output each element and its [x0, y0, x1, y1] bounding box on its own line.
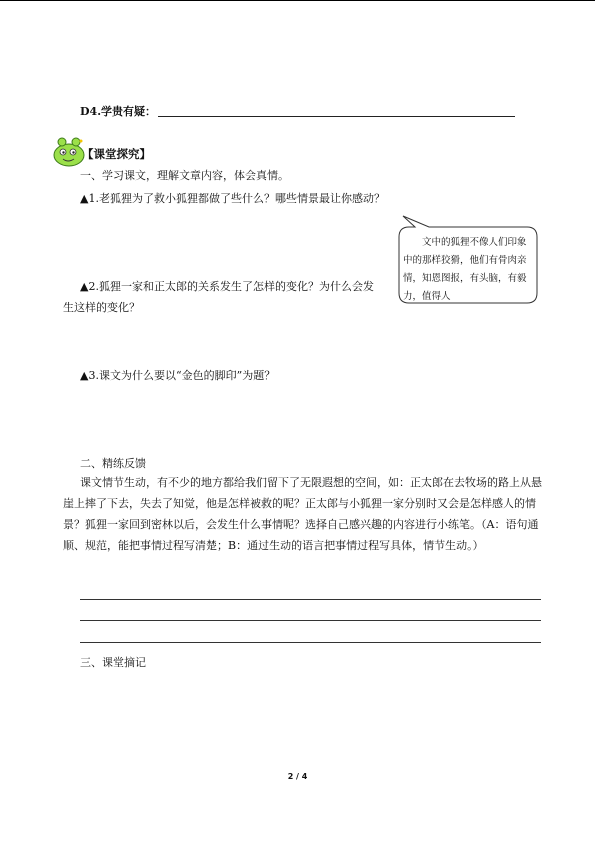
d4-label: D4.学贵有疑： [80, 105, 157, 118]
section-title: 【课堂探究】 [82, 147, 151, 161]
writing-line [80, 642, 541, 643]
top-border [0, 0, 595, 1]
writing-line [80, 620, 541, 621]
question-1: ▲1.老狐狸为了救小狐狸都做了些什么？哪些情景最让你感动？ [80, 192, 385, 205]
d4-line-label [80, 103, 156, 119]
question-2: ▲2.狐狸一家和正太郎的关系发生了怎样的变化？为什么会发生这样的变化？ [63, 280, 374, 314]
bubble-text: 文中的狐狸不像人们印象中的那样狡猾，他们有骨肉亲情，知恩图报，有头脑，有毅力，值得人 [403, 237, 527, 302]
part3-heading: 三、课堂摘记 [80, 656, 146, 669]
part2-body: 课文情节生动，有不少的地方都给我们留下了无限遐想的空间，如：正太郎在去牧场的路上从悬崖上摔了下去，失去了知觉，他是怎样被救的呢？正太郎与小狐狸一家分别时又会是怎样感人的情景？狐狸一家回到密林以后，会发生什么事情呢？选择自己感兴趣的内容进行小练笔。（A：语句通顺、规范，能把事情过程写清楚；B：通过生动的语言把事情过程写具体，情节生动。） [63, 476, 542, 552]
page-number: 2 / 4 [287, 772, 308, 781]
d4-answer-line [158, 116, 515, 117]
question-3: ▲3.课文为什么要以“金色的脚印”为题？ [80, 369, 276, 382]
writing-line [80, 599, 541, 600]
mascot-icon [52, 136, 86, 168]
part2-heading: 二、精练反馈 [80, 457, 146, 470]
part1-heading: 一、学习课文，理解文章内容，体会真情。 [80, 169, 289, 182]
